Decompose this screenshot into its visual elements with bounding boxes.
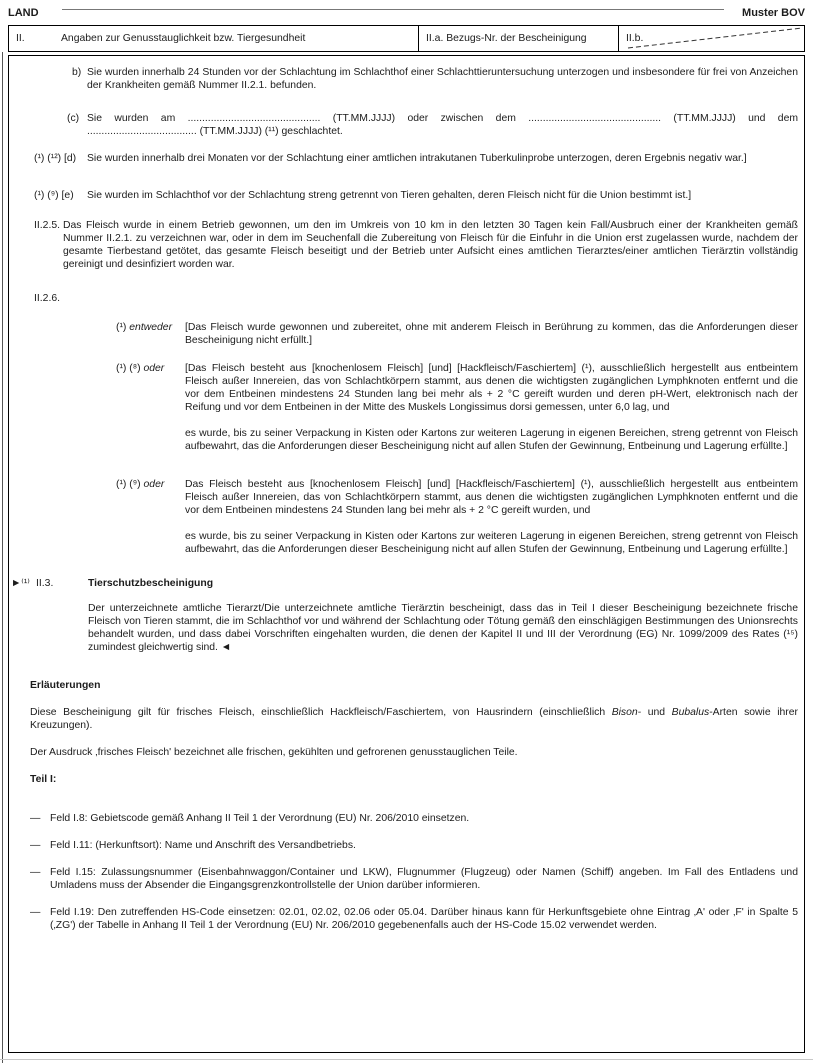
clause-b bbox=[9, 66, 804, 92]
footnote-marker: (¹) (⁹) bbox=[116, 479, 141, 490]
footnote-marker: (¹) bbox=[116, 322, 127, 333]
clause-ii25-text: Das Fleisch wurde in einem Betrieb gewonnen, um den im Umkreis von 10 km in den letzten 30 Tagen kein Fall/Ausbruch einer der Krankheiten gemäß Nummer II.2.1. zu verzeichnen war, oder in dem im Seuchenfall die Zubereitung von Fleisch für die Einfuhr in die Union erst zugelassen wurde, nachdem der gesamte Tierbestand getötet, das gesamte Fleisch beseitigt und der Betrieb unter Aufsicht eines amtlichen Tierarztes/einer amtlichen Tierärztin vollständig gereinigt und desinfiziert worden war. bbox=[63, 220, 798, 270]
notes-paragraph-1 bbox=[9, 706, 804, 732]
notes-heading-row bbox=[9, 679, 804, 692]
ii3-declaration bbox=[9, 602, 804, 654]
header-cell-part-ii bbox=[9, 26, 419, 51]
clause-b-label: b) bbox=[72, 67, 82, 78]
footnote-marker: (¹) (⁸) bbox=[116, 363, 141, 374]
note-item-feld-i8 bbox=[9, 812, 804, 825]
clause-entweder-text: [Das Fleisch wurde gewonnen und zubereitet, ohne mit anderem Fleisch in Berührung zu kommen, das die Anforderungen dieser Bescheinigung nicht erfüllt.] bbox=[185, 322, 798, 346]
header-cell-iia: II.a. Bezugs-Nr. der Bescheinigung bbox=[419, 26, 619, 51]
clause-c bbox=[9, 112, 804, 138]
model-label: Muster BOV bbox=[742, 7, 805, 19]
dash-bullet: — bbox=[30, 907, 41, 918]
header-cell-iib bbox=[619, 26, 804, 51]
section-header-table bbox=[8, 25, 805, 52]
teil-i-heading: Teil I: bbox=[30, 774, 57, 785]
notes-heading: Erläuterungen bbox=[30, 680, 101, 691]
clause-oder2-label bbox=[116, 478, 164, 491]
ii3-title: Tierschutzbescheinigung bbox=[88, 578, 214, 589]
clause-d-text: Sie wurden innerhalb drei Monaten vor der Schlachtung einer amtlichen intrakutanen Tuberkulinprobe unterzogen, deren Ergebnis negativ war.] bbox=[87, 153, 747, 164]
ii3-number: II.3. bbox=[36, 578, 54, 589]
teil-i-heading-row bbox=[9, 773, 804, 786]
note-item-text: Feld I.15: Zulassungsnummer (Eisenbahnwaggon/Container und LKW), Flugnummer (Flugzeug) oder Namen (Schiff) angeben. Im Fall des Entladens und Umladens muss der Absender die Eingangsgrenzkontrollstelle der Union darüber informieren. bbox=[50, 867, 798, 891]
entweder-word: entweder bbox=[129, 322, 173, 333]
clause-ii26-label: II.2.6. bbox=[34, 293, 60, 304]
oder-word: oder bbox=[143, 479, 165, 490]
clause-oder-2 bbox=[9, 478, 804, 556]
page-edge-line bbox=[2, 52, 3, 1063]
certificate-body bbox=[8, 55, 805, 1053]
clause-oder1-label bbox=[116, 362, 164, 375]
clause-c-label: (c) bbox=[67, 113, 80, 124]
dash-bullet: — bbox=[30, 867, 41, 878]
note-item-feld-i11 bbox=[9, 839, 804, 852]
iib-label: II.b. bbox=[626, 33, 644, 44]
clause-c-text: Sie wurden am .............................................. (TT.MM.JJJJ) oder zwischen dem .............................................. (TT.MM.JJJJ) und dem ...................................... (TT.MM.JJJJ) (¹¹) geschlachtet. bbox=[87, 113, 798, 137]
part-ii-title: Angaben zur Genusstauglichkeit bzw. Tiergesundheit bbox=[61, 33, 306, 44]
note-item-feld-i15 bbox=[9, 866, 804, 892]
oder-word: oder bbox=[143, 363, 165, 374]
clause-e-text: Sie wurden im Schlachthof vor der Schlachtung streng getrennt von Tieren gehalten, deren Fleisch nicht für die Union bestimmt ist.] bbox=[87, 190, 692, 201]
section-ii3-heading bbox=[9, 577, 804, 590]
amendment-arrow-marker: ►⁽¹⁾ bbox=[11, 578, 30, 589]
part-ii-number: II. bbox=[16, 33, 25, 44]
header-rule bbox=[62, 9, 724, 10]
notes-p2-text: Der Ausdruck ‚frisches Fleisch' bezeichnet alle frischen, gekühlten und gefrorenen genusstauglichen Teile. bbox=[30, 747, 518, 758]
ii3-declaration-text: Der unterzeichnete amtliche Tierarzt/Die unterzeichnete amtliche Tierärztin bescheinigt, dass das in Teil I dieser Bescheinigung bezeichnete frische Fleisch von Tieren stammt, die im Schlachthof vor und während der Schlachtung oder Tötung gemäß den einschlägigen Bestimmungen des Unionsrechts behandelt wurden, und dass dabei Vorschriften eingehalten wurden, die denen der Kapitel II und III der Verordnung (EG) Nr. 1099/2009 des Rates (¹⁵) zumindest gleichwertig sind. ◄ bbox=[88, 603, 798, 653]
clause-oder1-text2: es wurde, bis zu seiner Verpackung in Kisten oder Kartons zur weiteren Lagerung in eigenen Bereichen, streng getrennt von Fleisch aufbewahrt, das die Anforderungen dieser Bescheinigung nicht auf allen Stufen der Gewinnung, Entbeinung und Lagerung erfüllte.] bbox=[185, 428, 798, 452]
note-item-text: Feld I.8: Gebietscode gemäß Anhang II Teil 1 der Verordnung (EU) Nr. 206/2010 einsetzen. bbox=[50, 813, 470, 824]
clause-entweder bbox=[9, 321, 804, 347]
notes-p1-text: Diese Bescheinigung gilt für frisches Fleisch, einschließlich Hackfleisch/Faschiertem, von Hausrindern (einschließlich Bison- und Bubalus-Arten sowie ihrer Kreuzungen). bbox=[30, 707, 798, 731]
dash-bullet: — bbox=[30, 813, 41, 824]
clause-entweder-label bbox=[116, 321, 172, 334]
clause-e-label: (¹) (⁹) [e) bbox=[34, 190, 74, 201]
clause-oder1-text1: [Das Fleisch besteht aus [knochenlosem Fleisch] [und] [Hackfleisch/Faschiertem] (¹), ausschließlich hergestellt aus entbeintem Fleisch außer Innereien, das von Schlachtkörpern stammt, aus denen die wichtigsten zugänglichen Lymphknoten entfernt und die vor dem Entbeinen mindestens 24 Stunden lang bei mehr als + 2 °C gereift wurden und deren pH-Wert, elektronisch nach der Reifung und vor dem Entbeinen in der Mitte des Muskels Longissimus dorsi gemessen, unter 6,0 lag, und bbox=[185, 363, 798, 413]
notes-paragraph-2 bbox=[9, 746, 804, 759]
diagonal-dashed-line bbox=[626, 26, 804, 50]
clause-oder2-text2: es wurde, bis zu seiner Verpackung in Kisten oder Kartons zur weiteren Lagerung in eigenen Bereichen, streng getrennt von Fleisch aufbewahrt, das die Anforderungen dieser Bescheinigung nicht auf allen Stufen der Gewinnung, Entbeinung und Lagerung erfüllte.] bbox=[185, 531, 798, 555]
dash-bullet: — bbox=[30, 840, 41, 851]
note-item-feld-i19 bbox=[9, 906, 804, 932]
clause-ii25-label: II.2.5. bbox=[34, 220, 60, 231]
clause-d bbox=[9, 152, 804, 165]
clause-d-label: (¹) (¹²) [d) bbox=[34, 153, 77, 164]
page-bottom-edge bbox=[0, 1059, 813, 1060]
country-label: LAND bbox=[8, 7, 39, 19]
clause-ii25 bbox=[9, 219, 804, 271]
clause-ii26 bbox=[9, 292, 804, 305]
clause-oder-1 bbox=[9, 362, 804, 453]
note-item-text: Feld I.19: Den zutreffenden HS-Code einsetzen: 02.01, 02.02, 02.06 oder 05.04. Darüber hinaus kann für Herkunftsgebiete ohne Eintrag ‚A' oder ‚F' in Spalte 5 (‚ZG') der Tabelle in Anhang II Teil 1 der Verordnung (EU) Nr. 206/2010 gegebenenfalls auch der HS-Code 15.02 verwendet werden. bbox=[50, 907, 798, 931]
clause-oder2-text1: Das Fleisch besteht aus [knochenlosem Fleisch] [und] [Hackfleisch/Faschiertem] (¹), ausschließlich hergestellt aus entbeintem Fleisch außer Innereien, das von Schlachtkörpern stammt, aus denen die wichtigsten zugänglichen Lymphknoten entfernt und die vor dem Entbeinen mindestens 24 Stunden lang bei mehr als + 2 °C gereift wurden, und bbox=[185, 479, 798, 516]
clause-e bbox=[9, 189, 804, 202]
note-item-text: Feld I.11: (Herkunftsort): Name und Anschrift des Versandbetriebs. bbox=[50, 840, 356, 851]
clause-b-text: Sie wurden innerhalb 24 Stunden vor der Schlachtung im Schlachthof einer Schlachttieruntersuchung unterzogen und insbesondere für frei von Anzeichen der Krankheiten gemäß Nummer II.2.1. befunden. bbox=[87, 67, 798, 91]
